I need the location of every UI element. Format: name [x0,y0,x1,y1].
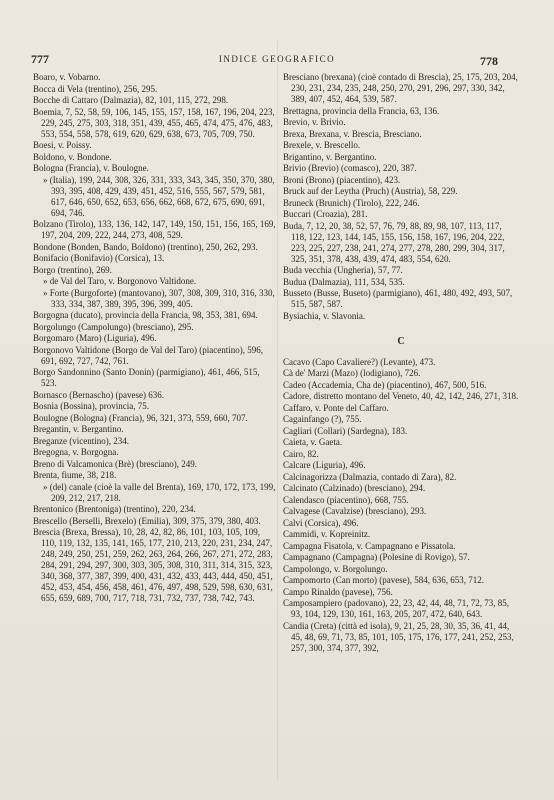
index-entry: Busseto (Busse, Buseto) (parmigiano), 461, 480, 492, 493, 507, 515, 587, 587. [283,288,513,309]
index-entry: Caieta, v. Gaeta. [283,437,343,447]
index-entry: Brexele, v. Brescello. [283,140,361,150]
index-entry: Brettagna, provincia della Francia, 63, 136. [283,105,440,116]
index-entry: Budua (Dalmazia), 111, 534, 535. [283,276,405,287]
index-entry: Bonifacio (Bonifavio) (Corsica), 13. [33,253,165,263]
index-entry: Bondone (Bonden, Bando, Boldono) (trentino), 250, 262, 293. [33,241,258,252]
index-entry: Brevio, v. Brivio. [283,117,346,127]
index-entry: Calcinato (Calzinado) (bresciano), 294. [283,483,426,493]
index-entry: Cadeo (Accademia, Cha de) (piacentino), 467, 500, 516. [283,379,487,390]
gutter-shadow [277,40,278,780]
index-entry: Cammidi, v. Kopreinitz. [283,529,371,539]
index-entry: Brivio (Brevio) (comasco), 220, 387. [283,163,417,173]
left-page-number: 777 [31,52,49,66]
index-entry: Campolongo, v. Borgolungo. [283,563,388,574]
index-entry: Campomorto (Can morto) (pavese), 584, 636, 653, 712. [283,575,484,585]
index-entry: Borgonovo Valtidone (Borgo de Val del Taro) (piacentino), 596, 691, 692, 727, 742, 761. [33,344,264,366]
index-entry: Broni (Brono) (piacentino), 423. [283,174,401,185]
header-title: INDICE GEOGRAFICO [218,54,336,64]
index-entry: Cagliari (Collari) (Sardegna), 183. [283,425,408,436]
index-entry: » de Val del Taro, v. Borgonovo Valtidone. [43,276,197,286]
index-entry: Brescia (Brexa, Bressa), 10, 28, 42, 82, 86, 101, 103, 105, 109, 110, 119, 132, 135, 141, 165, 177, 210, 213, 220, 231, 234, 247, 248, 249, 250, 251, 259, 262, 263, 264, 266, 267, 271, 272, 283, 284, 291, 294, 297, 300, 303, 305, 308, 310, 311, 314, 315, 323, 340, 368, 377, 387, 399, 400, 431, 432, 433, 443, 444, 450, 451, 452, 453, 454, 456, 458, 461, 476, 497, 498, 529, 598, 630, 631, 655, 659, 689, 700, 717, 718, 731, 732, 737, 738, 742, 743. [33,527,273,603]
index-entry: Bocca di Vela (trentino), 256, 295. [33,83,158,94]
index-entry: Boaro, v. Vobarno. [33,72,101,82]
index-entry: Brexa, Brexana, v. Brescia, Bresciano. [283,128,422,139]
index-entry: Bruck auf der Leytha (Pruch) (Austria), 58, 229. [283,186,458,196]
index-entry: Camposampiero (padovano), 22, 23, 42, 44, 48, 71, 72, 73, 85, 93, 104, 129, 130, 161, 163, 205, 207, 472, 640, 643. [283,598,509,619]
index-entry: Calvi (Corsica), 496. [283,517,359,528]
index-entry: Campo Rinaldo (pavese), 756. [283,586,393,597]
index-entry: Boesi, v. Poissy. [33,140,92,150]
running-header [0,52,554,70]
section-heading-c: C [397,335,405,347]
index-entry: Bocche di Cattaro (Dalmazia), 82, 101, 115, 272, 298. [33,95,229,105]
index-entry: Calendasco (piacentino), 668, 755. [283,494,409,505]
index-entry: Calvagese (Cavalzise) (bresciano), 293. [283,506,427,516]
index-entry: Buccari (Croazia), 281. [283,209,368,219]
index-entry: Buda vecchia (Ungheria), 57, 77. [283,265,403,275]
index-entry: Breganze (vicentino), 234. [33,435,129,446]
index-entry: Boemia, 7, 52, 58, 59, 106, 145, 155, 157, 158, 167, 196, 204, 223, 229, 245, 275, 303, 318, 351, 439, 455, 465, 474, 475, 476, 483, 553, 554, 558, 578, 619, 620, 629, 638, 673, 705, 709, 750. [33,106,275,139]
right-page-number: 778 [480,54,498,68]
index-entry: Borgolungo (Campolungo) (bresciano), 295. [33,321,194,332]
index-entry: Caffaro, v. Ponte del Caffaro. [283,402,389,413]
index-entry: Bolzano (Tirolo), 133, 136, 142, 147, 149, 150, 151, 156, 165, 169, 197, 204, 209, 222, 244, 273, 408, 529. [33,219,276,240]
index-entry: Breno di Valcamonica (Brè) (bresciano), 249. [33,458,198,469]
index-entry: Bregogna, v. Borgogna. [33,447,119,457]
index-entry: Bresciano (brexana) (cioè contado di Brescia), 25, 175, 203, 204, 230, 231, 234, 235, 248, 250, 270, 291, 296, 297, 330, 342, 389, 407, 452, 464, 539, 587. [283,72,518,104]
index-entry: Campagnano (Campagna) (Polesine di Rovigo), 57. [283,552,470,562]
index-entry: Cà de' Marzi (Mazo) (lodigiano), 726. [283,368,421,378]
index-entry: Cacavo (Capo Cavaliere?) (Levante), 473. [283,356,436,367]
index-entry: Bysiachia, v. Slavonia. [283,310,366,321]
entries-c [283,357,519,654]
index-entry: Candia (Creta) (città ed isola), 9, 21, 25, 28, 30, 35, 36, 41, 44, 45, 48, 69, 71, 73, 85, 101, 105, 175, 176, 177, 241, 252, 253, 257, 300, 374, 377, 392, [283,620,514,653]
right-column [283,72,519,654]
index-entry: » (del) canale (cioè la valle del Brenta), 169, 170, 172, 173, 199, 209, 212, 217, 218. [43,481,276,503]
index-entry: Bologna (Francia), v. Boulogne. [33,163,149,173]
index-entry: » (Italia), 199, 244, 308, 326, 331, 333, 343, 345, 350, 370, 380, 393, 395, 408, 429, 439, 451, 452, 516, 555, 567, 579, 581, 617, 646, 650, 652, 653, 656, 662, 668, 672, 675, 690, 691, 694, 746. [43,174,275,218]
index-entry: Borgo (trentino), 269. [33,264,112,275]
entries-b-continued [283,72,519,322]
left-column [33,72,276,605]
index-entry: Brigantino, v. Bergantino. [283,151,377,162]
index-entry: Bosnia (Bossina), provincia, 75. [33,401,149,411]
index-entry: Cadore, distretto montano del Veneto, 40, 42, 142, 246, 271, 318. [283,391,519,401]
index-entry: Brentonico (Brentoniga) (trentino), 220, 234. [33,504,196,514]
index-entry: Bregantin, v. Bergantino. [33,424,124,434]
index-entry: Calcare (Liguria), 496. [283,460,366,470]
index-entry: Bruneck (Brunich) (Tirolo), 222, 246. [283,197,420,208]
index-entry: Cairo, 82. [283,448,319,459]
index-entry: Borgo Sandonnino (Santo Donin) (parmigiano), 461, 466, 515, 523. [33,367,260,388]
index-entry: Bornasco (Bernascho) (pavese) 636. [33,389,164,400]
index-entry: Boldono, v. Bondone. [33,151,112,162]
index-entry: Buda, 7, 12, 20, 38, 52, 57, 76, 79, 88, 89, 98, 107, 113, 117, 118, 122, 123, 144, 145, 155, 156, 158, 167, 196, 204, 222, 223, 225, 227, 238, 241, 274, 277, 278, 280, 299, 304, 317, 325, 351, 378, 438, 439, 474, 483, 554, 620. [283,220,505,264]
index-entry: Brescello (Berselli, Brexelo) (Emilia), 309, 375, 379, 380, 403. [33,515,261,526]
index-entry: Borgogna (ducato), provincia della Francia, 98, 353, 381, 694. [33,310,258,320]
index-entry: Boulogne (Bologna) (Francia), 96, 321, 373, 559, 660, 707. [33,412,248,423]
index-entry: Brenta, fiume, 38, 218. [33,470,117,480]
index-entry: Campagna Fisatola, v. Campagnano e Pissatola. [283,540,456,551]
index-entry: Calcinagorizza (Dalmazia, contado di Zara), 82. [283,471,457,482]
index-entry: Borgomaro (Maro) (Liguria), 496. [33,333,157,343]
index-entry: Cagainfango (?), 755. [283,414,362,424]
index-entry: » Forte (Burgoforte) (mantovano), 307, 308, 309, 310, 316, 330, 333, 334, 387, 389, 395, 396, 399, 405. [43,287,275,309]
